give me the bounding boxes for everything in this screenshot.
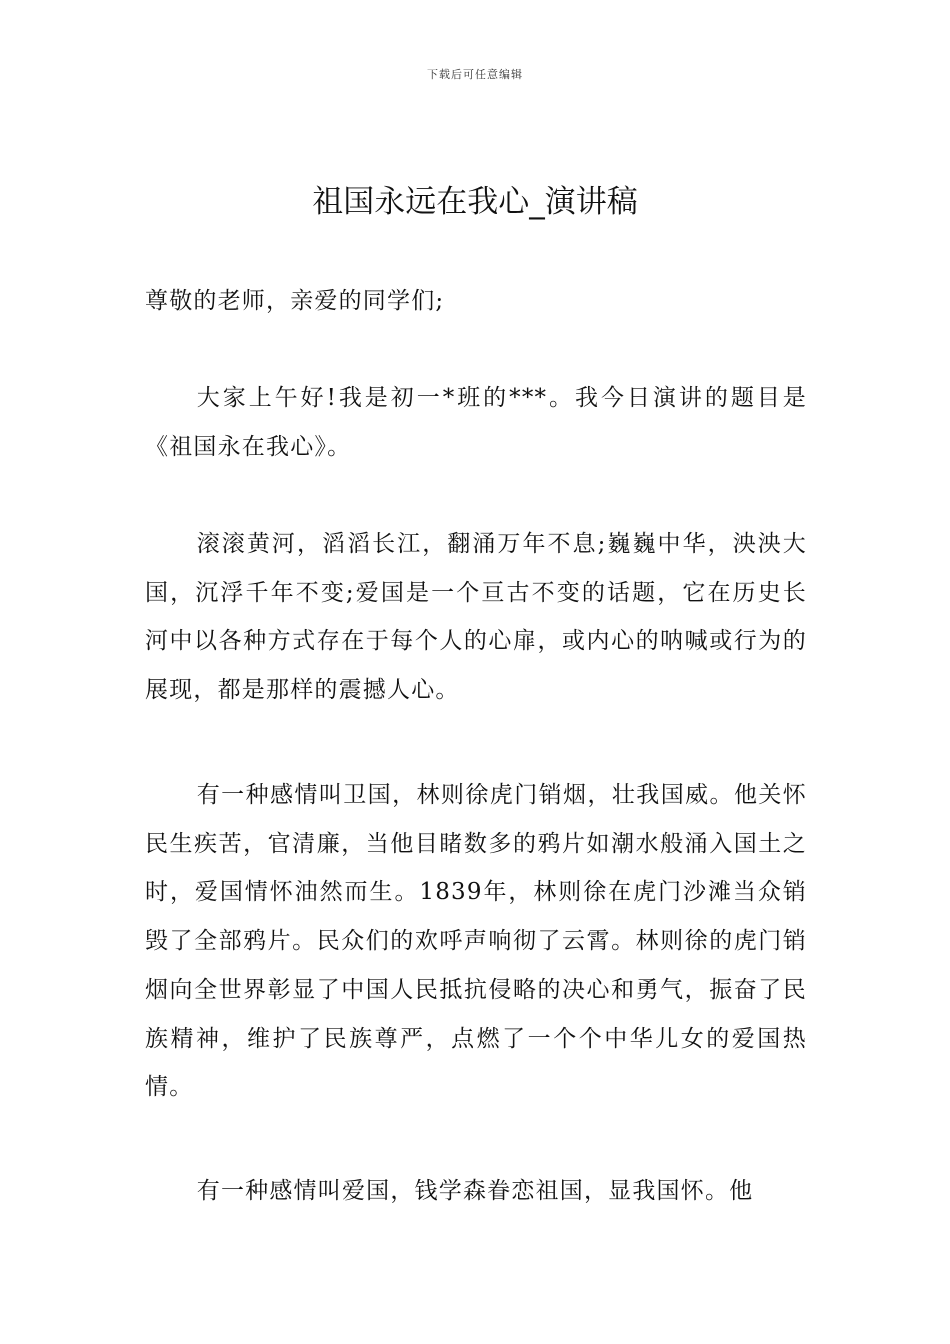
header-note: 下载后可任意编辑 [427, 68, 523, 81]
page-title: 祖国永远在我心_演讲稿 [312, 184, 638, 220]
paragraph-4 [145, 1167, 807, 1216]
paragraph-2 [145, 520, 807, 715]
salutation-text: 尊敬的老师，亲爱的同学们; [145, 288, 445, 314]
paragraph-text: 滚滚黄河，滔滔长江，翻涌万年不息;巍巍中华，泱泱大国，沉浮千年不变;爱国是一个亘古不变的话题，它在历史长河中以各种方式存在于每个人的心扉，或内心的呐喊或行为的展现，都是那样的震撼人心。 [145, 531, 807, 704]
paragraph-1 [145, 374, 807, 471]
salutation [145, 277, 807, 326]
paragraph-text: 大家上午好!我是初一*班的***。我今日演讲的题目是《祖国永在我心》。 [145, 385, 807, 460]
paragraph-3 [145, 771, 807, 1112]
paragraph-text: 有一种感情叫卫国，林则徐虎门销烟，壮我国威。他关怀民生疾苦，官清廉，当他目睹数多的鸦片如潮水般涌入国土之时，爱国情怀油然而生。1839年，林则徐在虎门沙滩当众销毁了全部鸦片。民众们的欢呼声响彻了云霄。林则徐的虎门销烟向全世界彰显了中国人民抵抗侵略的决心和勇气，振奋了民族精神，维护了民族尊严，点燃了一个个中华儿女的爱国热情。 [145, 782, 807, 1101]
paragraph-text: 有一种感情叫爱国，钱学森眷恋祖国，显我国怀。他 [196, 1178, 754, 1204]
